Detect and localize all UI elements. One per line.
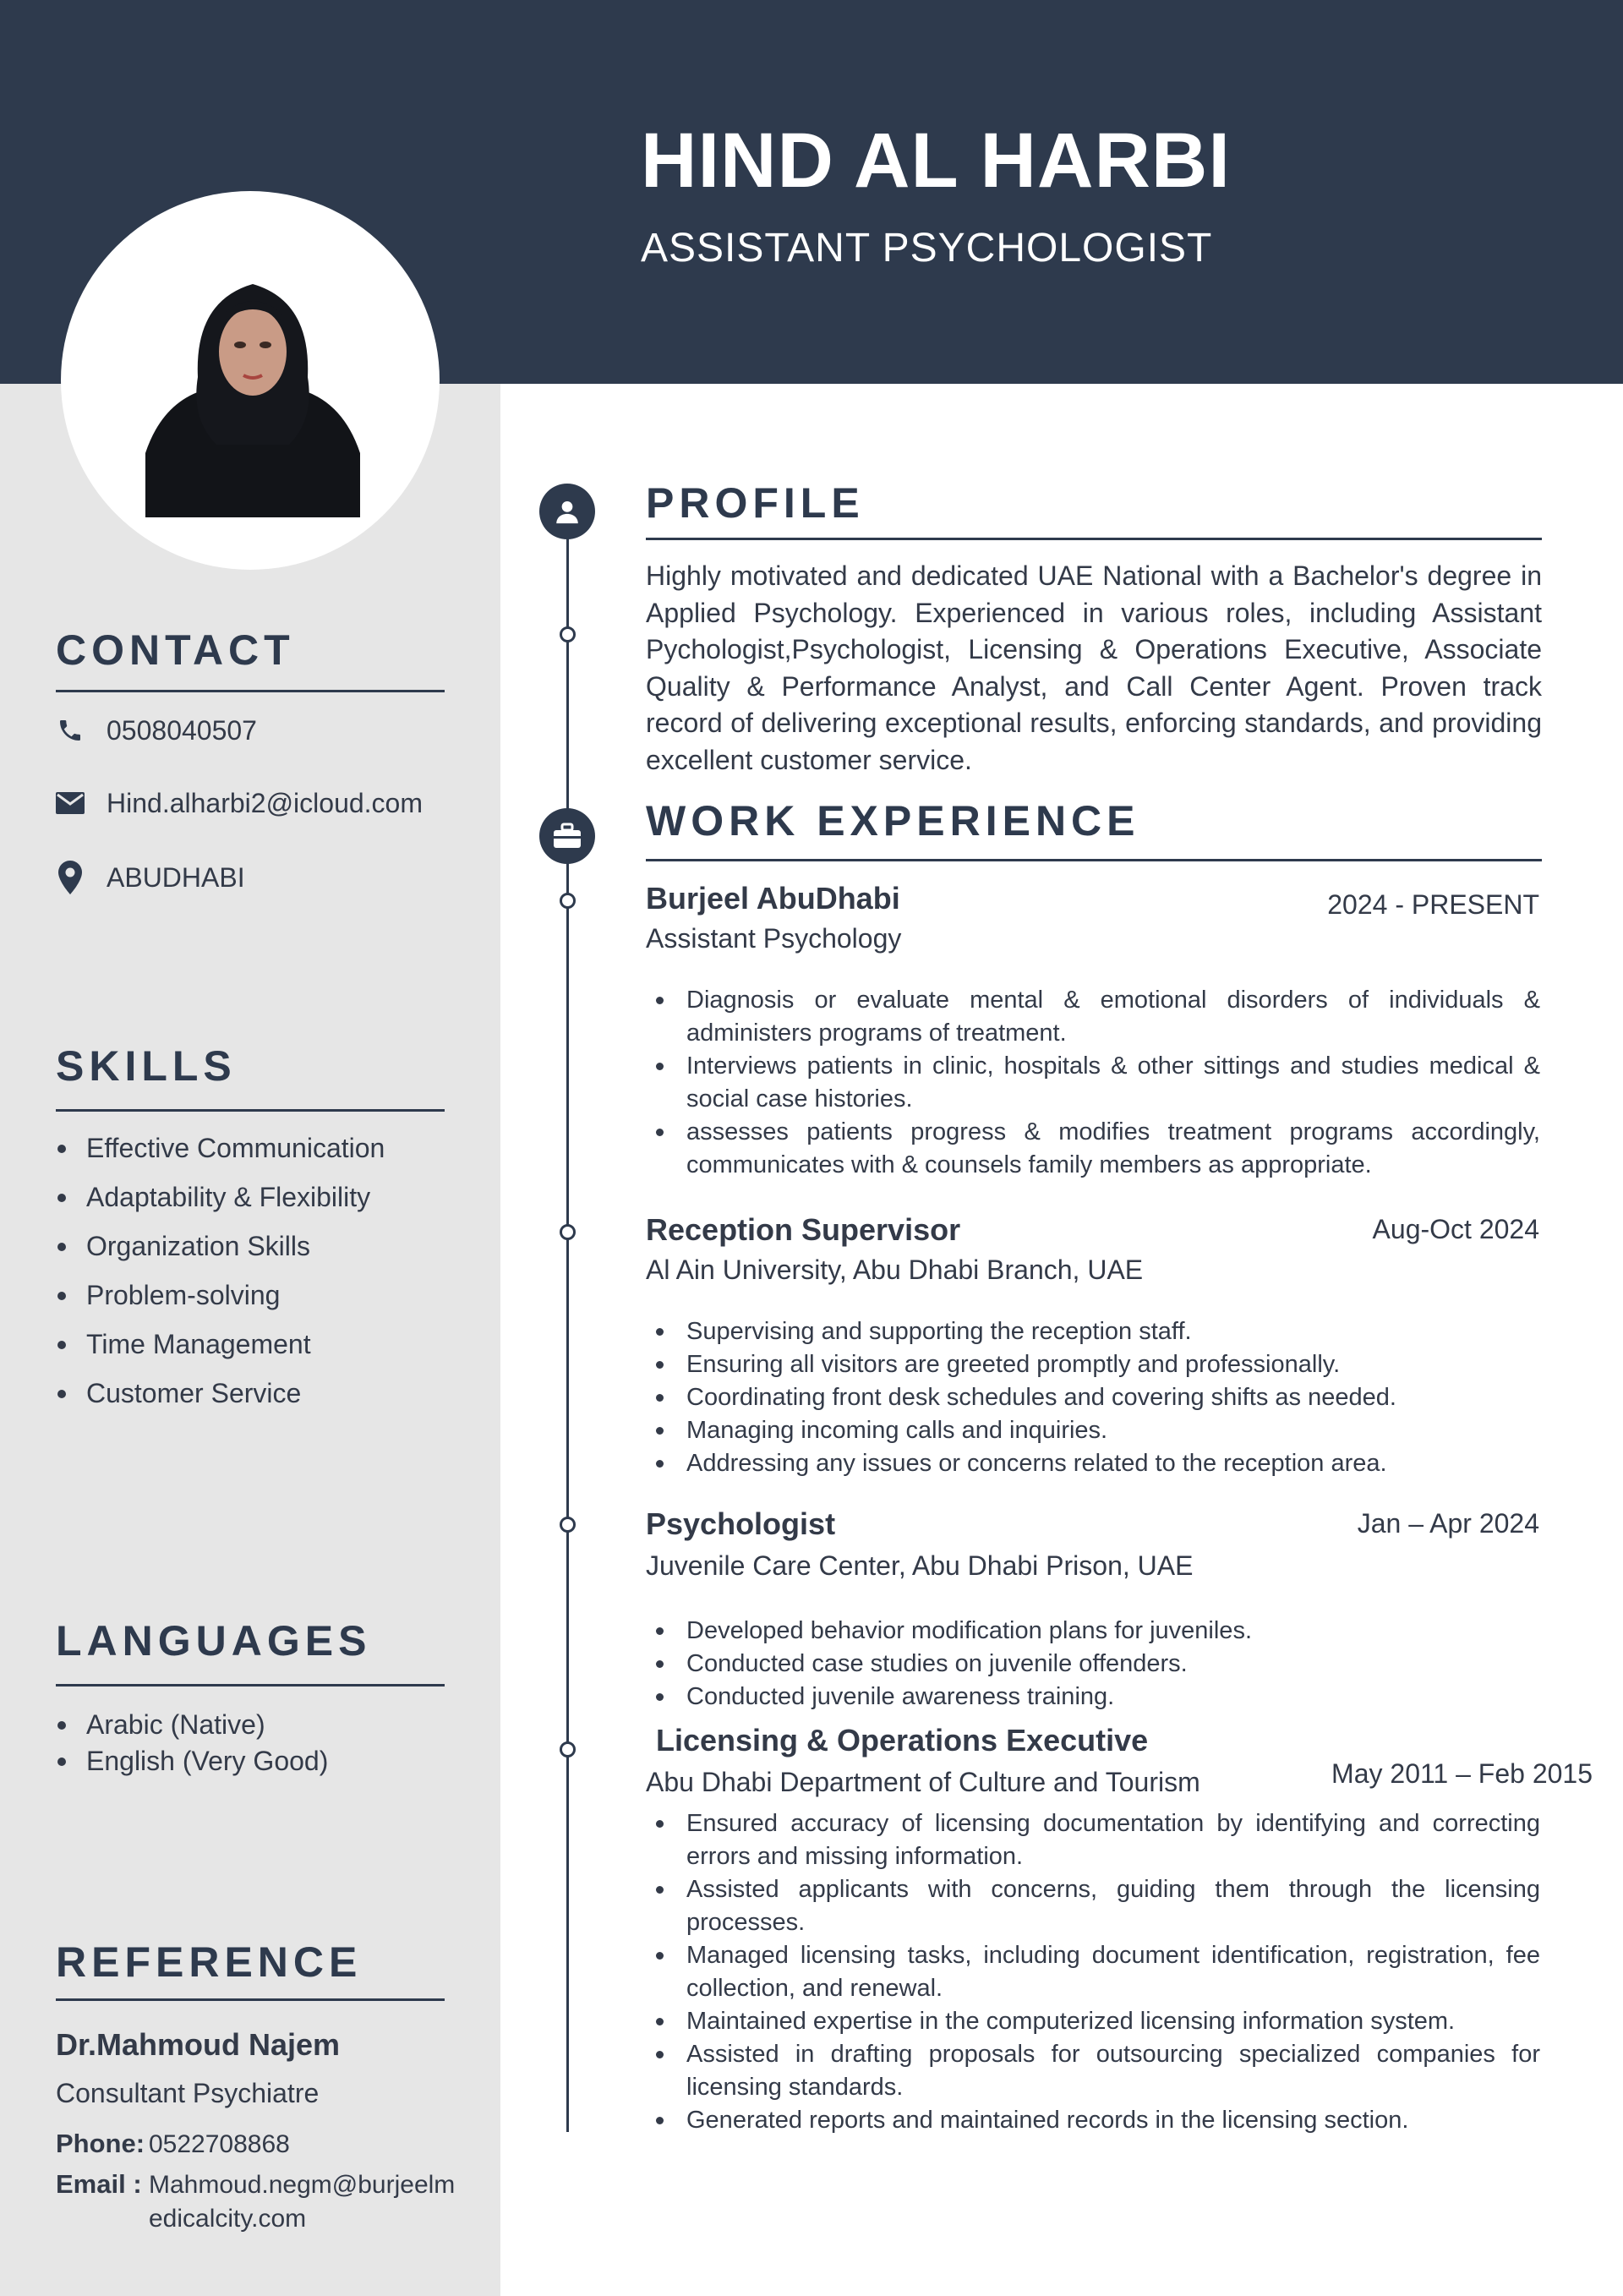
duty-item: Developed behavior modification plans for juveniles. <box>646 1615 1540 1648</box>
contact-divider <box>56 690 445 692</box>
contact-email[interactable] <box>56 784 423 822</box>
timeline-line <box>566 524 569 2132</box>
reference-heading: REFERENCE <box>56 1938 363 1986</box>
location-pin-icon <box>56 863 85 892</box>
job-date: 2024 - PRESENT <box>1327 889 1539 920</box>
duty-item: assesses patients progress & modifies treatment programs accordingly, communicates with & counsels family members as appropriate. <box>646 1116 1540 1182</box>
duty-item: Ensured accuracy of licensing documentation by identifying and correcting errors and missing information. <box>646 1807 1540 1873</box>
profile-divider <box>646 538 1542 540</box>
duty-item: Addressing any issues or concerns related to the reception area. <box>646 1447 1540 1480</box>
skill-item: Organization Skills <box>56 1231 385 1262</box>
phone-icon <box>56 716 85 745</box>
skills-list <box>56 1133 385 1427</box>
duty-item: Supervising and supporting the reception staff. <box>646 1315 1540 1348</box>
reference-divider <box>56 1998 445 2001</box>
skills-divider <box>56 1109 445 1112</box>
timeline-dot <box>560 1741 576 1758</box>
language-item: Arabic (Native) <box>56 1709 328 1741</box>
skill-item: Adaptability & Flexibility <box>56 1182 385 1213</box>
duty-item: Assisted applicants with concerns, guiding them through the licensing processes. <box>646 1873 1540 1939</box>
briefcase-icon <box>539 808 595 864</box>
profile-user-icon <box>539 484 595 539</box>
timeline-dot <box>560 1517 576 1533</box>
skill-item: Time Management <box>56 1329 385 1360</box>
email-address: Hind.alharbi2@icloud.com <box>107 787 423 818</box>
contact-heading: CONTACT <box>56 626 295 674</box>
job-date: Jan – Apr 2024 <box>1357 1508 1539 1539</box>
duty-item: Ensuring all visitors are greeted promptly and professionally. <box>646 1348 1540 1381</box>
timeline-dot <box>560 1224 576 1240</box>
job-company: Reception Supervisor <box>646 1212 961 1247</box>
duty-item: Maintained expertise in the computerized licensing information system. <box>646 2005 1540 2038</box>
candidate-name: HIND AL HARBI <box>641 118 1231 204</box>
duty-item: Assisted in drafting proposals for outsourcing specialized companies for licensing standards. <box>646 2038 1540 2104</box>
contact-location <box>56 859 245 896</box>
reference-email-line2[interactable]: edicalcity.com <box>149 2205 307 2233</box>
job-date: Aug-Oct 2024 <box>1372 1214 1539 1244</box>
candidate-title: ASSISTANT PSYCHOLOGIST <box>641 226 1213 271</box>
profile-heading: PROFILE <box>646 479 865 527</box>
duty-item: Coordinating front desk schedules and covering shifts as needed. <box>646 1381 1540 1414</box>
reference-email-label: Email : <box>56 2169 142 2199</box>
profile-photo <box>61 191 440 570</box>
languages-heading: LANGUAGES <box>56 1617 372 1665</box>
skills-heading: SKILLS <box>56 1042 237 1090</box>
reference-email-line1[interactable]: Mahmoud.negm@burjeelm <box>149 2171 456 2199</box>
duty-item: Conducted case studies on juvenile offenders. <box>646 1648 1540 1681</box>
work-experience-heading: WORK EXPERIENCE <box>646 797 1140 845</box>
skill-item: Customer Service <box>56 1378 385 1409</box>
duty-item: Managed licensing tasks, including document identification, registration, fee collection, and renewal. <box>646 1939 1540 2005</box>
profile-summary: Highly motivated and dedicated UAE National with a Bachelor's degree in Applied Psychology. Experienced in various roles, including Assistant Pychologist,Psychologist, Licensing & Operations Executive, Associate Quality & Performance Analyst, and Call Center Agent. Proven track record of delivering exceptional results, enforcing standards, and providing excellent customer service. <box>646 560 1542 775</box>
duty-item: Diagnosis or evaluate mental & emotional disorders of individuals & administers programs of treatment. <box>646 984 1540 1050</box>
reference-phone[interactable]: 0522708868 <box>149 2130 290 2158</box>
language-item: English (Very Good) <box>56 1746 328 1777</box>
timeline-dot <box>560 893 576 909</box>
job-role: Juvenile Care Center, Abu Dhabi Prison, UAE <box>646 1550 1194 1581</box>
skill-item: Problem-solving <box>56 1280 385 1311</box>
job-company: Burjeel AbuDhabi <box>646 881 900 916</box>
duty-item: Generated reports and maintained records in the licensing section. <box>646 2104 1540 2137</box>
job-company: Psychologist <box>646 1506 836 1541</box>
reference-name: Dr.Mahmoud Najem <box>56 2027 341 2062</box>
job-role: Al Ain University, Abu Dhabi Branch, UAE <box>646 1255 1144 1285</box>
reference-role: Consultant Psychiatre <box>56 2078 320 2108</box>
job-duties <box>646 1615 1540 1714</box>
timeline-dot <box>560 626 576 642</box>
skill-item: Effective Communication <box>56 1133 385 1164</box>
duty-item: Managing incoming calls and inquiries. <box>646 1414 1540 1447</box>
location-text: ABUDHABI <box>107 861 245 893</box>
languages-list <box>56 1709 328 1777</box>
job-company: Licensing & Operations Executive <box>656 1723 1149 1758</box>
phone-number: 0508040507 <box>107 714 257 746</box>
person-portrait-icon <box>145 250 360 517</box>
languages-divider <box>56 1684 445 1686</box>
job-date: May 2011 – Feb 2015 <box>1331 1758 1593 1789</box>
job-role: Abu Dhabi Department of Culture and Tourism <box>646 1767 1200 1797</box>
work-experience-divider <box>646 859 1542 861</box>
job-duties <box>646 1807 1540 2137</box>
duty-item: Conducted juvenile awareness training. <box>646 1681 1540 1714</box>
duty-item: Interviews patients in clinic, hospitals & other sittings and studies medical & social case histories. <box>646 1050 1540 1116</box>
job-duties <box>646 1315 1540 1480</box>
job-role: Assistant Psychology <box>646 923 902 954</box>
contact-phone[interactable] <box>56 712 257 749</box>
envelope-icon <box>56 789 85 817</box>
reference-phone-label: Phone: <box>56 2129 145 2158</box>
job-duties <box>646 984 1540 1182</box>
